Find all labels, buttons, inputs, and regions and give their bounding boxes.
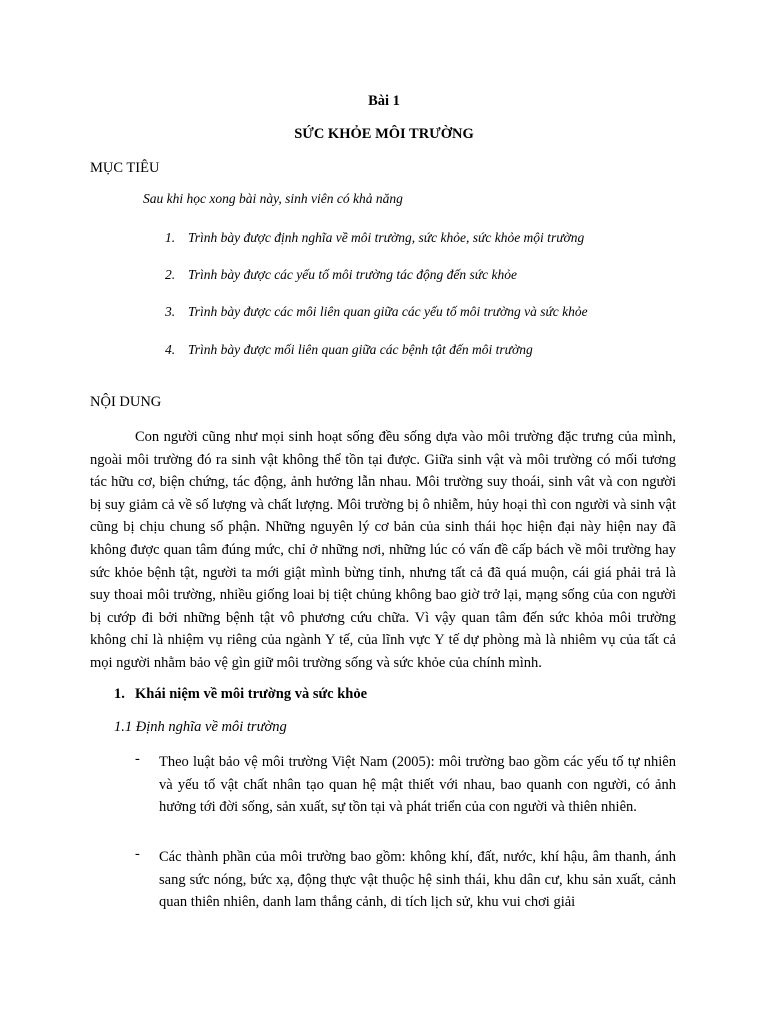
objective-text: Trình bày được các yếu tố môi trường tác động đến sức khỏe <box>188 267 517 282</box>
objective-text: Trình bày được định nghĩa về môi trường, sức khỏe, sức khỏe mội trường <box>188 230 585 245</box>
list-item: Theo luật bảo vệ môi trường Việt Nam (2005): môi trường bao gồm các yếu tố tự nhiên và yếu tố vật chất nhân tạo quan hệ mật thiết với nhau, bao quanh con người, có ảnh hưởng tới đời sống, sản xuất, sự tồn tại và phát triển của con người và thiên nhiên. <box>159 754 676 815</box>
objective-text: Trình bày được các môi liên quan giữa các yếu tố môi trường và sức khỏe <box>188 304 588 319</box>
objective-number: 1. <box>165 230 176 245</box>
content-heading: NỘI DUNG <box>90 394 162 410</box>
list-item: Các thành phần của môi trường bao gồm: không khí, đất, nước, khí hậu, âm thanh, ánh sang sức nóng, bức xạ, động thực vật thuộc hệ sinh thái, khu dân cư, khu sản xuất, cảnh quan thiên nhiên, danh lam thắng cảnh, di tích lịch sử, khu vui chơi giải <box>159 849 676 910</box>
content-paragraph: Con người cũng như mọi sinh hoạt sống đều sống dựa vào môi trường đặc trưng của mình, ngoài môi trường đó ra sinh vật không thể tồn tại được. Giữa sinh vật và môi trường có mối tương tác hữu cơ, biện chứng, tác động, ảnh hưởng lẫn nhau. Môi trường suy thoái, sinh vât và con người bị suy giảm cả về số lượng và chất lượng. Môi trường bị ô nhiễm, hủy hoại thì con người và sinh vật cũng bị chịu chung số phận. Những nguyên lý cơ bản của sinh thái học hiện đại này hiện nay đã không được quan tâm đúng mức, chỉ ở những nơi, những lúc có vấn đề cấp bách về môi trường hay sức khỏe bệnh tật, người ta mới giật mình bừng tỉnh, nhưng tất cả đã quá muộn, cái giá phải trả là suy thoai môi trường, nhiều giống loai bị tiệt chủng không bao giờ trở lại, mạng sống của con người bị cướp đi bởi những bệnh tật vô phương cứu chữa. Vì vậy quan tâm đến sức khỏa môi trường không chỉ là nhiệm vụ riêng của ngành Y tế, của lĩnh vực Y tế dự phòng mà là nhiêm vụ của tất cả mọi người nhằm bảo vệ gìn giữ môi trường sống và sức khỏe của chính mình. <box>90 429 676 671</box>
objective-number: 3. <box>165 304 176 319</box>
document-title: SỨC KHỎE MÔI TRƯỜNG <box>294 126 474 142</box>
objectives-intro: Sau khi học xong bài này, sinh viên có khả năng <box>143 191 403 206</box>
lesson-number: Bài 1 <box>368 93 400 109</box>
objective-number: 4. <box>165 342 176 357</box>
subsection-title: 1.1 Định nghĩa về môi trường <box>114 719 287 735</box>
list-item-marker: - <box>135 846 140 862</box>
objectives-heading: MỤC TIÊU <box>90 160 160 176</box>
list-item-marker: - <box>135 751 140 767</box>
objective-text: Trình bày được mối liên quan giữa các bệnh tật đến môi trường <box>188 342 533 357</box>
section-title: Khái niệm về môi trường và sức khỏe <box>135 686 368 702</box>
objective-number: 2. <box>165 267 176 282</box>
section-number: 1. <box>114 686 125 702</box>
